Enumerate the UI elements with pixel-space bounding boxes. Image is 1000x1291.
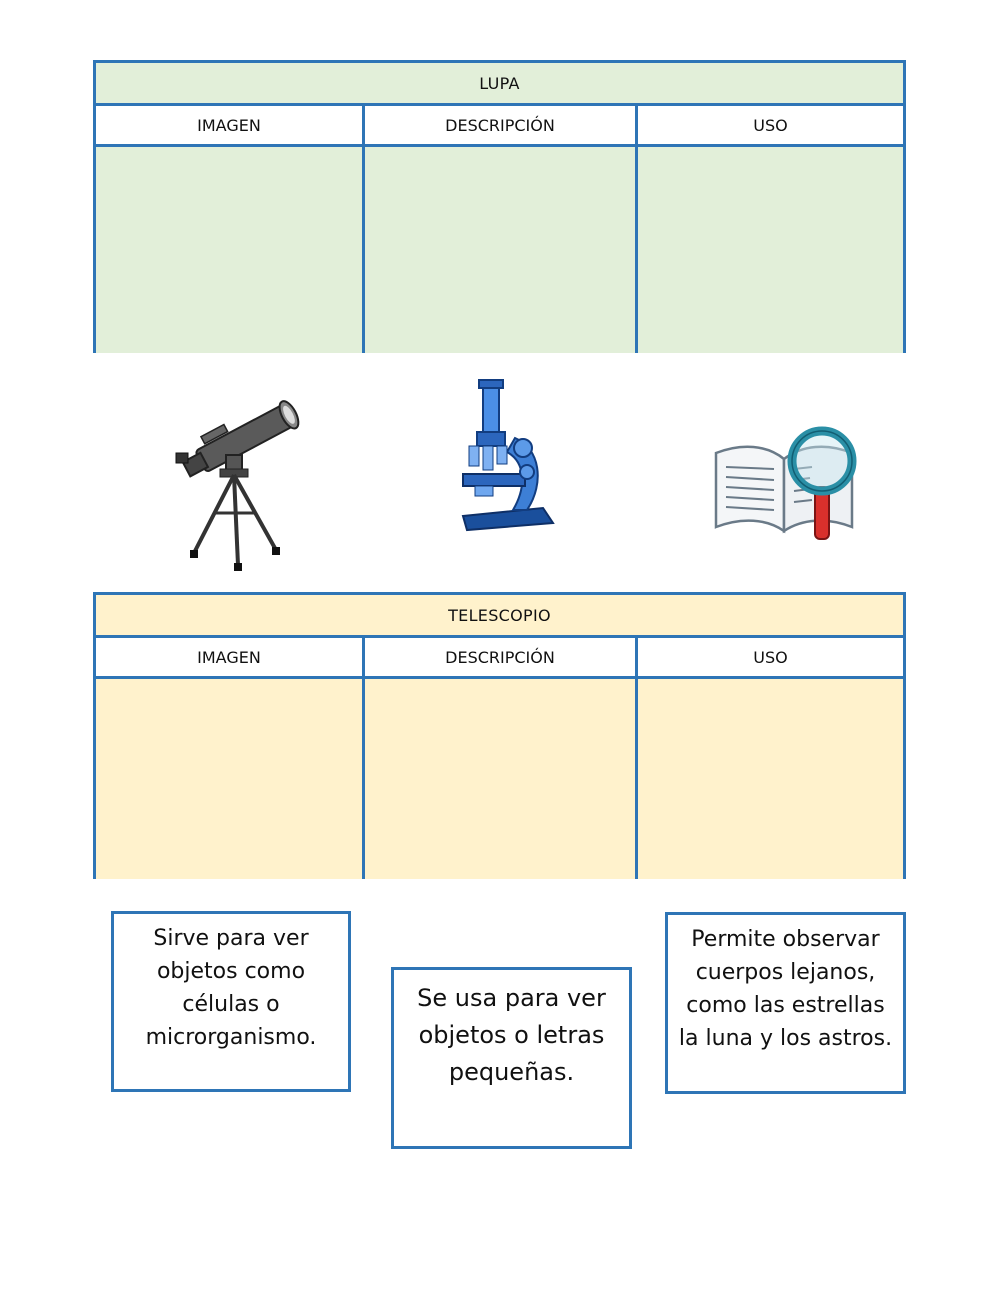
telescopio-table xyxy=(93,592,906,879)
telescopio-header-uso: USO xyxy=(753,647,788,667)
lupa-header-descripcion: DESCRIPCIÓN xyxy=(365,106,638,144)
text-card-microscopio[interactable] xyxy=(111,911,351,1092)
lupa-table-title: LUPA xyxy=(96,63,903,106)
lupa-table-drop-row xyxy=(96,147,903,353)
lupa-header-imagen: IMAGEN xyxy=(96,106,365,144)
telescopio-table-header-row xyxy=(96,638,903,679)
telescopio-table-title: TELESCOPIO xyxy=(96,595,903,638)
telescopio-header-descripcion: DESCRIPCIÓN xyxy=(365,638,638,676)
telescopio-table-drop-row xyxy=(96,679,903,879)
microscope-icon[interactable] xyxy=(445,378,560,538)
text-card-label: Sirve para ver objetos como células o microrganismo. xyxy=(145,926,317,1050)
telescope-icon[interactable] xyxy=(168,385,313,575)
lupa-drop-descripcion[interactable] xyxy=(365,147,638,353)
telescopio-header-imagen: IMAGEN xyxy=(96,638,365,676)
telescopio-drop-descripcion[interactable] xyxy=(365,679,638,879)
text-card-lupa[interactable] xyxy=(391,967,632,1149)
lupa-drop-uso[interactable] xyxy=(638,147,903,353)
lupa-table-header-row xyxy=(96,106,903,147)
telescopio-drop-imagen[interactable] xyxy=(96,679,365,879)
text-card-telescopio[interactable] xyxy=(665,912,906,1094)
lupa-table xyxy=(93,60,906,353)
telescopio-drop-uso[interactable] xyxy=(638,679,903,879)
lupa-drop-imagen[interactable] xyxy=(96,147,365,353)
text-card-label: Permite observar cuerpos lejanos, como las estrellas la luna y los astros. xyxy=(678,927,893,1051)
book-magnifier-icon[interactable] xyxy=(712,425,862,545)
lupa-header-uso: USO xyxy=(753,115,788,135)
text-card-label: Se usa para ver objetos o letras pequeñas. xyxy=(417,984,606,1086)
